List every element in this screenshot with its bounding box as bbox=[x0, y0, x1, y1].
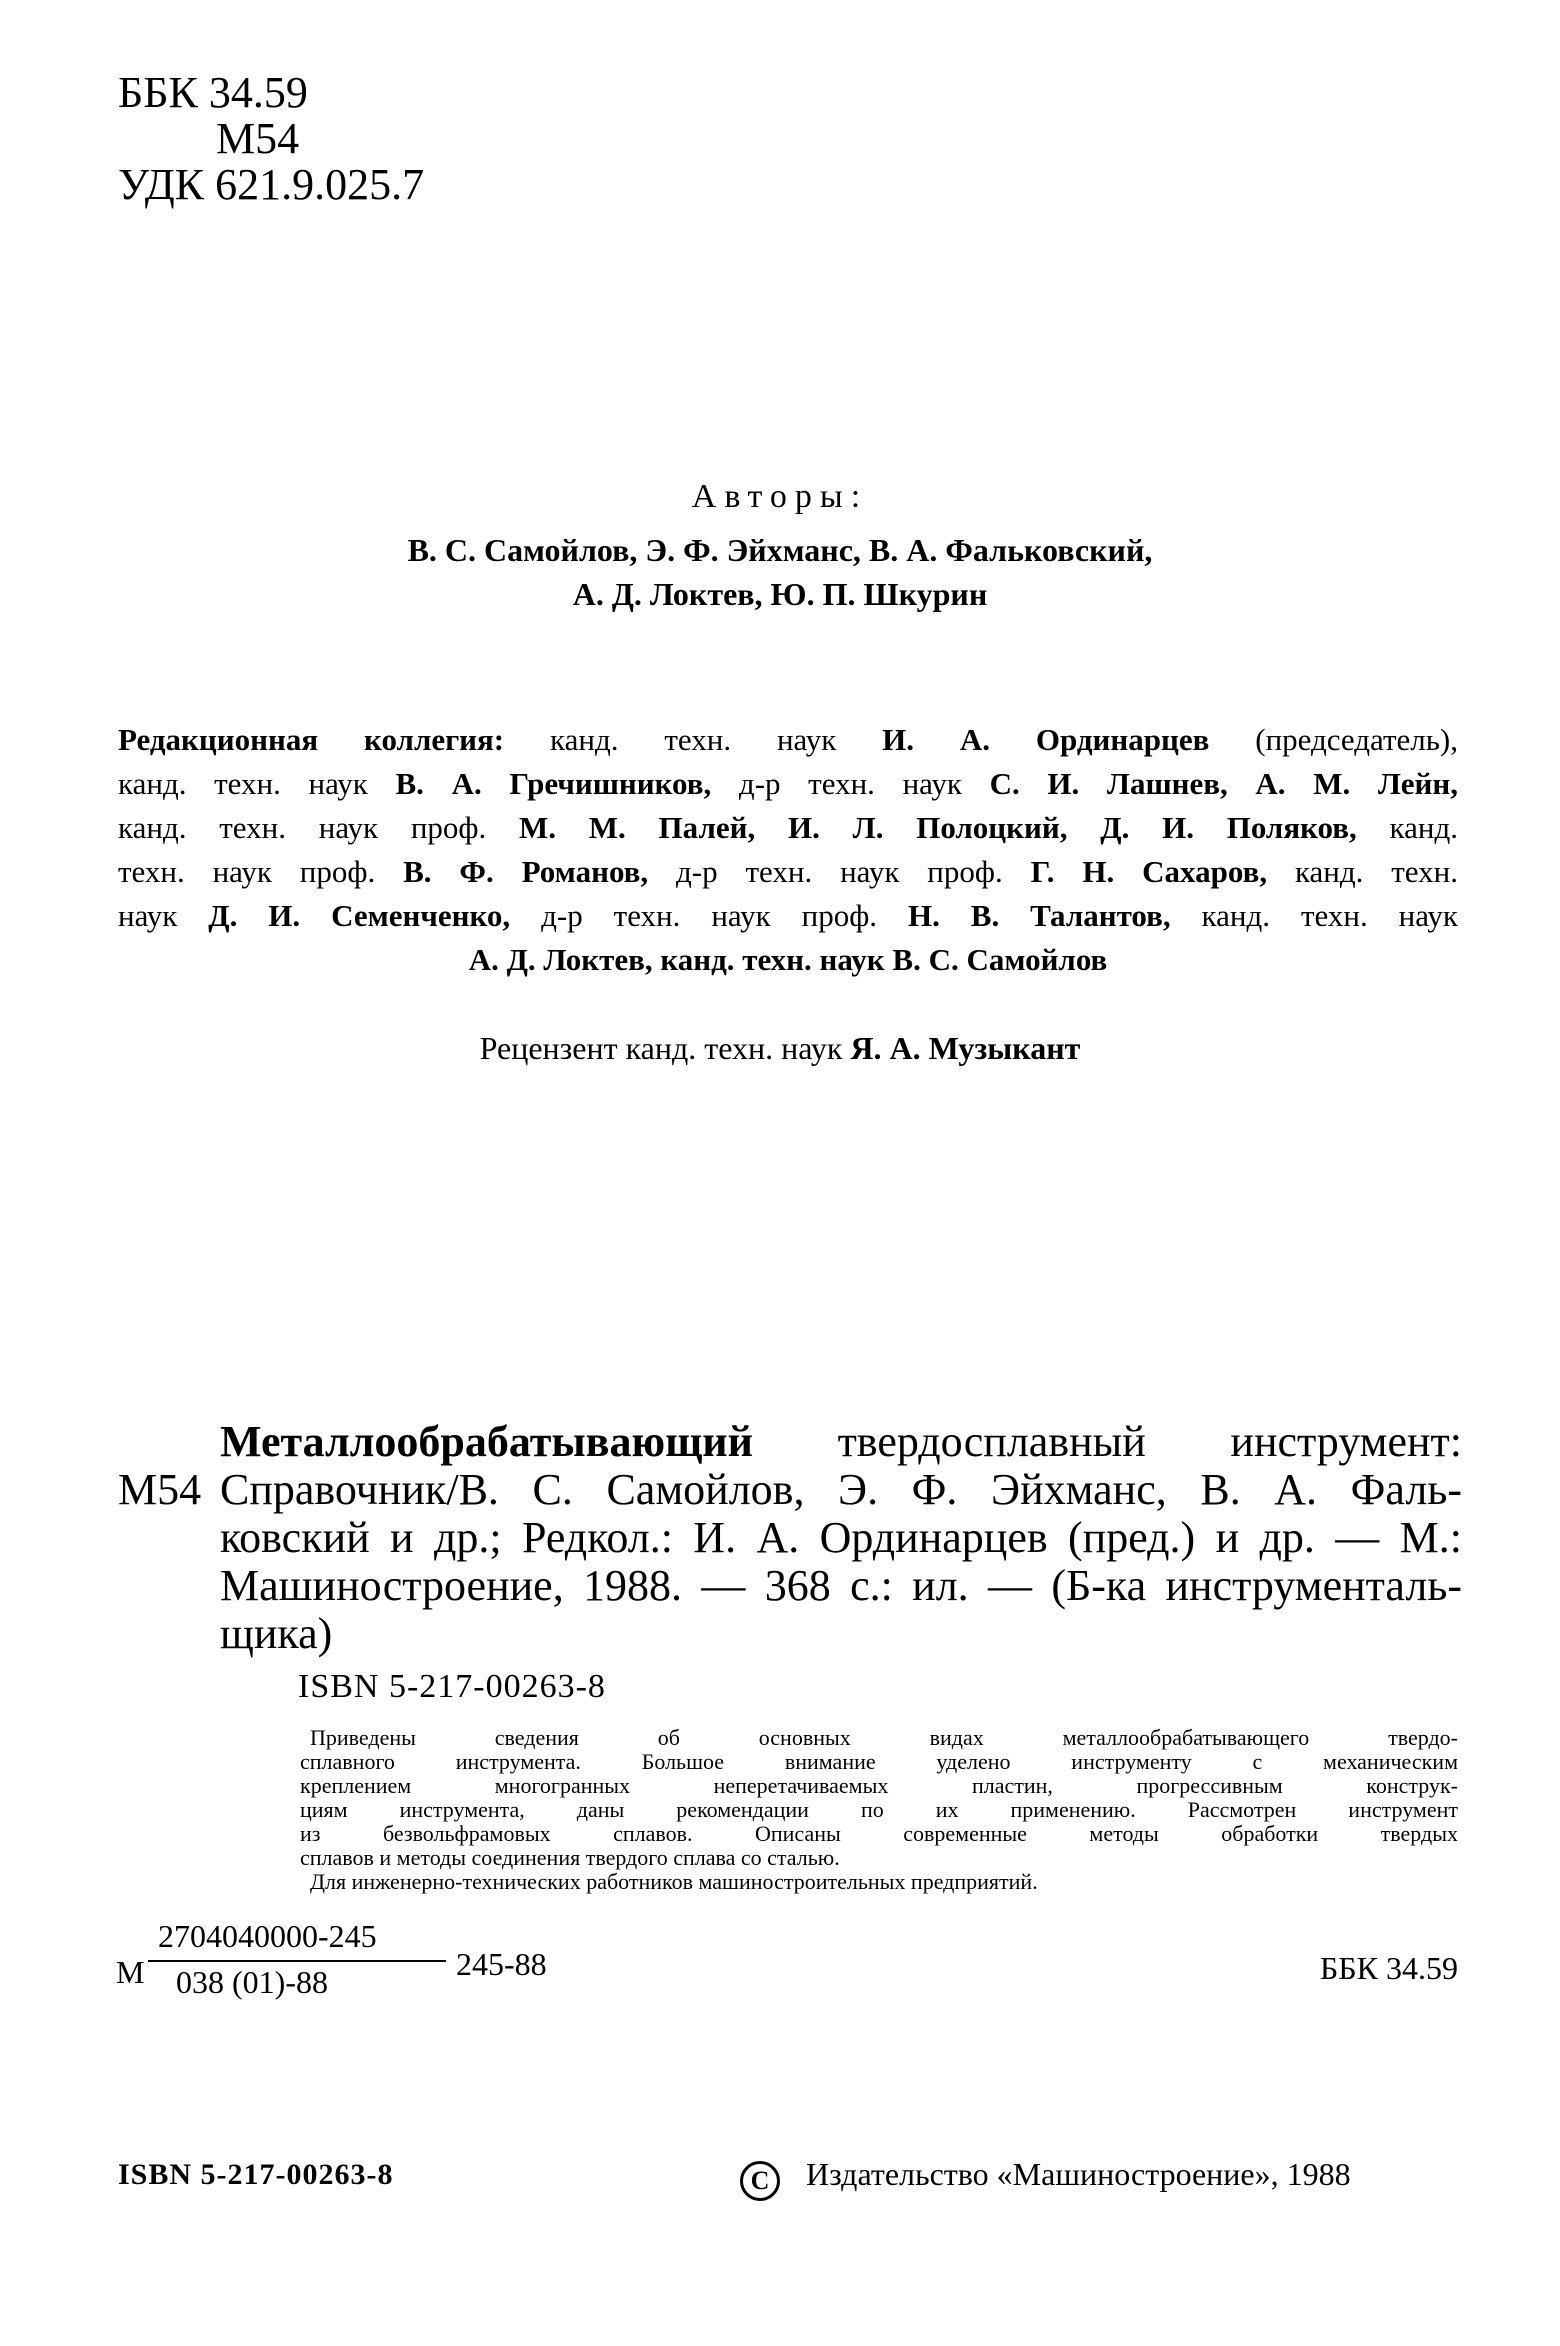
catalog-body bbox=[220, 1418, 1462, 1658]
board-text: (председатель), bbox=[1209, 722, 1458, 757]
board-line bbox=[118, 718, 1458, 762]
classification-block bbox=[118, 70, 424, 208]
board-member: А. Д. Локтев, bbox=[468, 942, 653, 977]
catalog-row bbox=[118, 1418, 1462, 1658]
board-member: Г. Н. Сахаров, bbox=[1030, 854, 1268, 889]
catalog-line: Справочник/В. С. Самойлов, Э. Ф. Эйхманс, В. А. Фаль- bbox=[220, 1465, 1462, 1514]
authors-heading: Авторы: bbox=[691, 478, 869, 515]
board-text: канд. техн. bbox=[1267, 854, 1458, 889]
board-line bbox=[118, 938, 1458, 982]
reviewer bbox=[0, 1030, 1560, 1067]
reviewer-prefix: Рецензент канд. техн. наук bbox=[479, 1030, 851, 1066]
author-index: М54 bbox=[216, 114, 300, 163]
board-text: канд. техн. наук bbox=[118, 766, 396, 801]
abstract-line: циям инструмента, даны рекомендации по их применению. Рассмотрен инструмент bbox=[300, 1797, 1458, 1822]
catalog-text: твердосплавный инструмент: bbox=[752, 1417, 1462, 1466]
copyright bbox=[740, 2156, 1351, 2201]
reviewer-name: Я. А. Музыкант bbox=[850, 1030, 1081, 1066]
board-label: Редакционная коллегия: bbox=[118, 722, 505, 757]
fraction-denominator: 038 (01)-88 bbox=[176, 1964, 328, 2000]
fraction-numerator: 2704040000-245 bbox=[158, 1918, 377, 1954]
board-member: М. М. Палей, И. Л. Полоцкий, Д. И. Поляков, bbox=[519, 810, 1357, 845]
board-line bbox=[118, 850, 1458, 894]
board-text: канд. техн. наук bbox=[504, 722, 883, 757]
udk-code: УДК 621.9.025.7 bbox=[118, 160, 425, 209]
board-text: канд. техн. наук проф. bbox=[118, 810, 520, 845]
board-text: канд. техн. наук bbox=[652, 942, 893, 977]
board-line bbox=[118, 894, 1458, 938]
catalog-isbn: ISBN 5-217-00263-8 bbox=[298, 1668, 606, 1705]
catalog-title: Металлообрабатывающий bbox=[220, 1417, 753, 1466]
copyright-icon: C bbox=[740, 2161, 780, 2201]
board-member: Н. В. Талантов, bbox=[907, 898, 1171, 933]
abstract-line: сплавного инструмента. Большое внимание уделено инструменту с механическим bbox=[300, 1749, 1458, 1774]
board-line bbox=[118, 762, 1458, 806]
catalog-line: ковский и др.; Редкол.: И. А. Ординарцев (пред.) и др. — М.: bbox=[220, 1513, 1462, 1562]
abstract-line: сплавов и методы соединения твердого сплава со сталью. bbox=[300, 1845, 840, 1870]
board-text: д-р техн. наук проф. bbox=[510, 898, 908, 933]
authors-list bbox=[0, 528, 1560, 616]
catalog-line: Машиностроение, 1988. — 368 с.: ил. — (Б-ка инструменталь- bbox=[220, 1561, 1462, 1610]
board-member: В. А. Гречишников, bbox=[395, 766, 712, 801]
fraction-suffix: 245-88 bbox=[456, 1946, 547, 1982]
catalog-line: щика) bbox=[220, 1609, 333, 1658]
abstract bbox=[300, 1726, 1458, 1894]
board-text: д-р техн. наук bbox=[711, 766, 990, 801]
footer-isbn: ISBN 5-217-00263-8 bbox=[118, 2158, 394, 2191]
board-member: В. С. Самойлов bbox=[892, 942, 1108, 977]
board-line bbox=[118, 806, 1458, 850]
board-member: Д. И. Семенченко, bbox=[208, 898, 511, 933]
board-member: С. И. Лашнев, А. М. Лейн, bbox=[989, 766, 1458, 801]
abstract-line: из безвольфрамовых сплавов. Описаны современные методы обработки твердых bbox=[300, 1821, 1458, 1846]
board-text: д-р техн. наук проф. bbox=[648, 854, 1031, 889]
abstract-line: Приведены сведения об основных видах металлообрабатывающего твердо- bbox=[310, 1725, 1458, 1750]
abstract-line: креплением многогранных неперетачиваемых пластин, прогрессивным конструк- bbox=[300, 1773, 1458, 1798]
fraction-bar bbox=[148, 1960, 446, 1962]
catalog-card bbox=[118, 1418, 1462, 1658]
board-member: И. А. Ординарцев bbox=[882, 722, 1210, 757]
board-text: канд. bbox=[1356, 810, 1458, 845]
authors-line-1: В. С. Самойлов, Э. Ф. Эйхманс, В. А. Фальковский, bbox=[407, 532, 1153, 568]
board-member: В. Ф. Романов, bbox=[403, 854, 649, 889]
bbk-code: ББК 34.59 bbox=[118, 68, 308, 117]
board-text: техн. наук проф. bbox=[118, 854, 404, 889]
catalog-code: М54 bbox=[118, 1465, 202, 1514]
editorial-board bbox=[118, 718, 1458, 982]
fraction-prefix: М bbox=[116, 1954, 145, 1990]
footer-bbk: ББК 34.59 bbox=[1319, 1950, 1458, 1986]
abstract-line: Для инженерно-технических работников машиностроительных предприятий. bbox=[310, 1869, 1038, 1894]
board-text: наук bbox=[118, 898, 209, 933]
publisher: Издательство «Машиностроение», 1988 bbox=[806, 2156, 1351, 2192]
catalog-line bbox=[220, 1418, 1462, 1466]
authors-line-2: А. Д. Локтев, Ю. П. Шкурин bbox=[572, 576, 988, 612]
board-text: канд. техн. наук bbox=[1170, 898, 1458, 933]
